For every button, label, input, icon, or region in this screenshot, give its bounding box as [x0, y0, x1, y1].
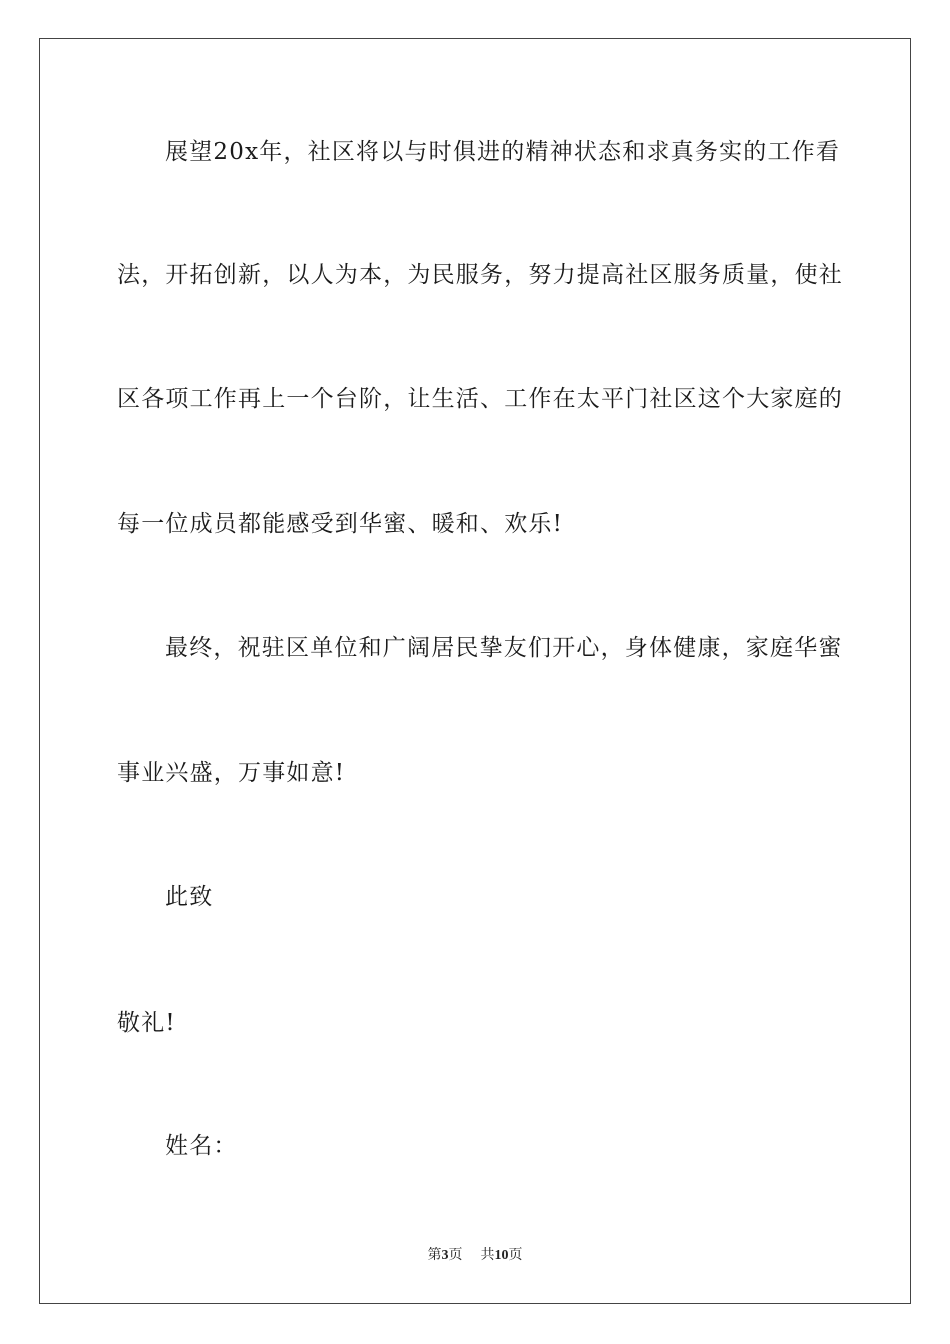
footer-page-suffix: 页: [448, 1248, 463, 1263]
paragraph-2-line-2: 事业兴盛，万事如意!: [117, 760, 346, 786]
signature-name-label: 姓名：: [165, 1133, 238, 1159]
footer-page-prefix: 第: [427, 1248, 442, 1263]
paragraph-1-line-2: 法，开拓创新，以人为本，为民服务，努力提高社区服务质量，使社: [117, 262, 843, 288]
page-footer: [0, 1246, 950, 1266]
paragraph-2-line-1: 最终，祝驻区单位和广阔居民挚友们开心，身体健康，家庭华蜜: [165, 635, 843, 661]
footer-page-total: 10: [494, 1248, 509, 1263]
paragraph-1-line-4: 每一位成员都能感受到华蜜、暖和、欢乐!: [117, 511, 564, 537]
footer-total-suffix: 页: [508, 1248, 523, 1263]
closing-regards: 敬礼!: [117, 1010, 176, 1036]
paragraph-1-line-1: 展望20x年，社区将以与时俱进的精神状态和求真务实的工作看: [165, 139, 841, 165]
footer-total-prefix: 共: [480, 1248, 495, 1263]
closing-salutation: 此致: [165, 884, 214, 910]
paragraph-1-line-3: 区各项工作再上一个台阶，让生活、工作在太平门社区这个大家庭的: [117, 386, 843, 412]
footer-page-current: 3: [441, 1248, 449, 1263]
page-border: [39, 38, 911, 1304]
